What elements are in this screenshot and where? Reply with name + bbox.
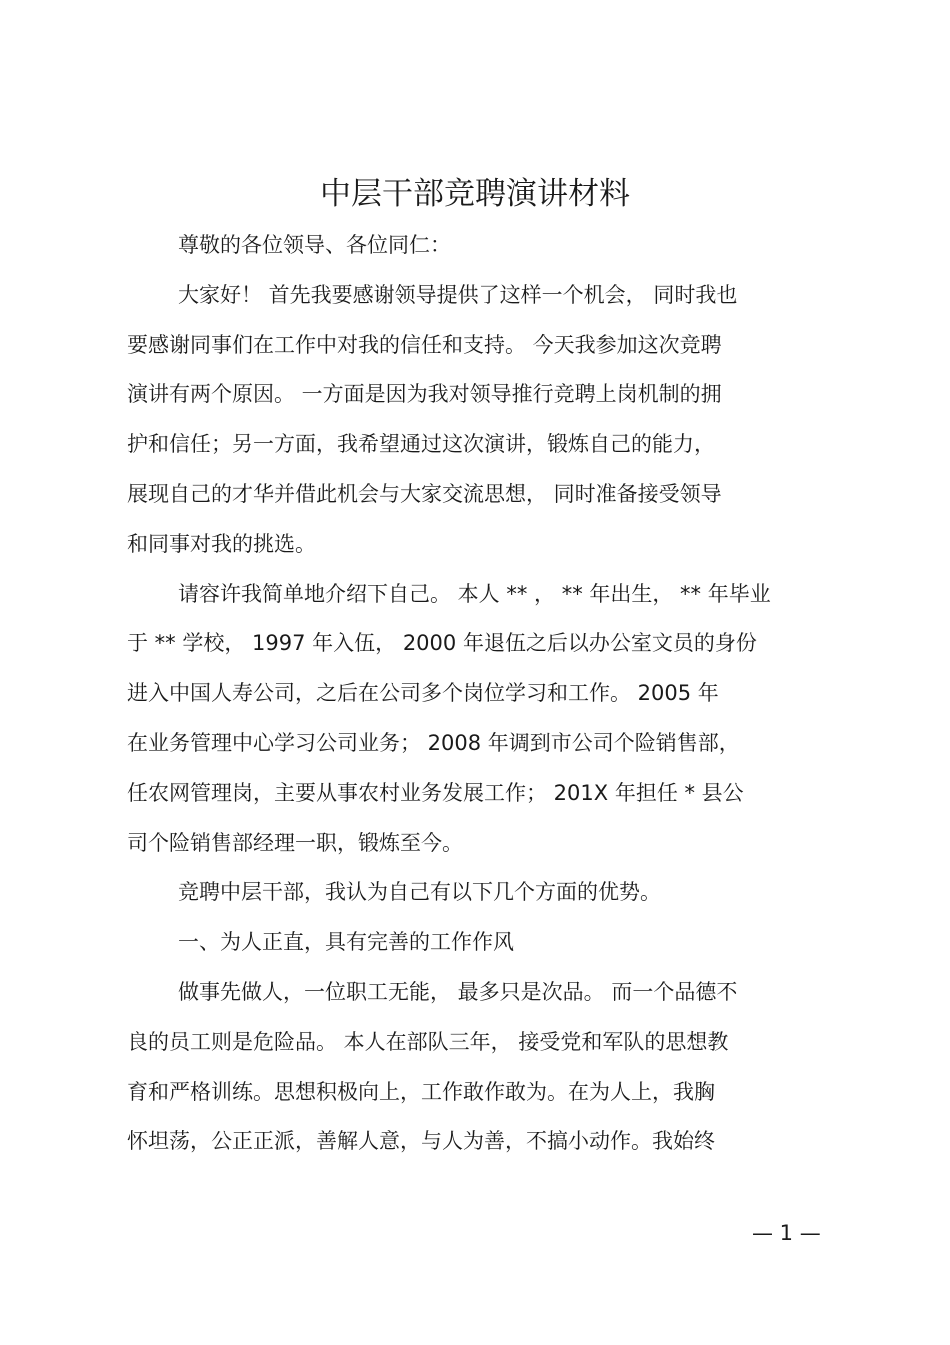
text-line: 要感谢同事们在工作中对我的信任和支持。 今天我参加这次竞聘	[127, 333, 722, 357]
text-line: 在业务管理中心学习公司业务； 2008 年调到市公司个险销售部，	[127, 731, 740, 755]
text-line: 于 ** 学校， 1997 年入伍， 2000 年退伍之后以办公室文员的身份	[127, 631, 757, 655]
text-line: 尊敬的各位领导、各位同仁：	[178, 233, 451, 257]
text-line: 大家好！ 首先我要感谢领导提供了这样一个机会， 同时我也	[178, 283, 738, 307]
text-line: 护和信任；另一方面，我希望通过这次演讲，锻炼自己的能力，	[127, 432, 715, 456]
text-line: 做事先做人，一位职工无能， 最多只是次品。 而一个品德不	[178, 980, 738, 1004]
text-line: 请容许我简单地介绍下自己。 本人 ** ， ** 年出生， ** 年毕业	[178, 582, 771, 606]
section-heading: 一、为人正直，具有完善的工作作风	[178, 930, 514, 954]
text-line: 演讲有两个原因。 一方面是因为我对领导推行竞聘上岗机制的拥	[127, 382, 722, 406]
text-line: 和同事对我的挑选。	[127, 532, 316, 556]
text-line: 怀坦荡，公正正派，善解人意，与人为善，不搞小动作。我始终	[127, 1129, 715, 1153]
text-line: 司个险销售部经理一职，锻炼至今。	[127, 831, 463, 855]
text-line: 育和严格训练。思想积极向上，工作敢作敢为。在为人上，我胸	[127, 1080, 715, 1104]
text-line: 良的员工则是危险品。 本人在部队三年， 接受党和军队的思想教	[127, 1030, 729, 1054]
text-line: 进入中国人寿公司，之后在公司多个岗位学习和工作。 2005 年	[127, 681, 719, 705]
text-line: 竞聘中层干部，我认为自己有以下几个方面的优势。	[178, 880, 661, 904]
text-line: 展现自己的才华并借此机会与大家交流思想， 同时准备接受领导	[127, 482, 722, 506]
page-number: — 1 —	[752, 1221, 821, 1245]
document-title: 中层干部竞聘演讲材料	[320, 176, 630, 212]
text-line: 任农网管理岗，主要从事农村业务发展工作； 201X 年担任 * 县公	[127, 781, 744, 805]
